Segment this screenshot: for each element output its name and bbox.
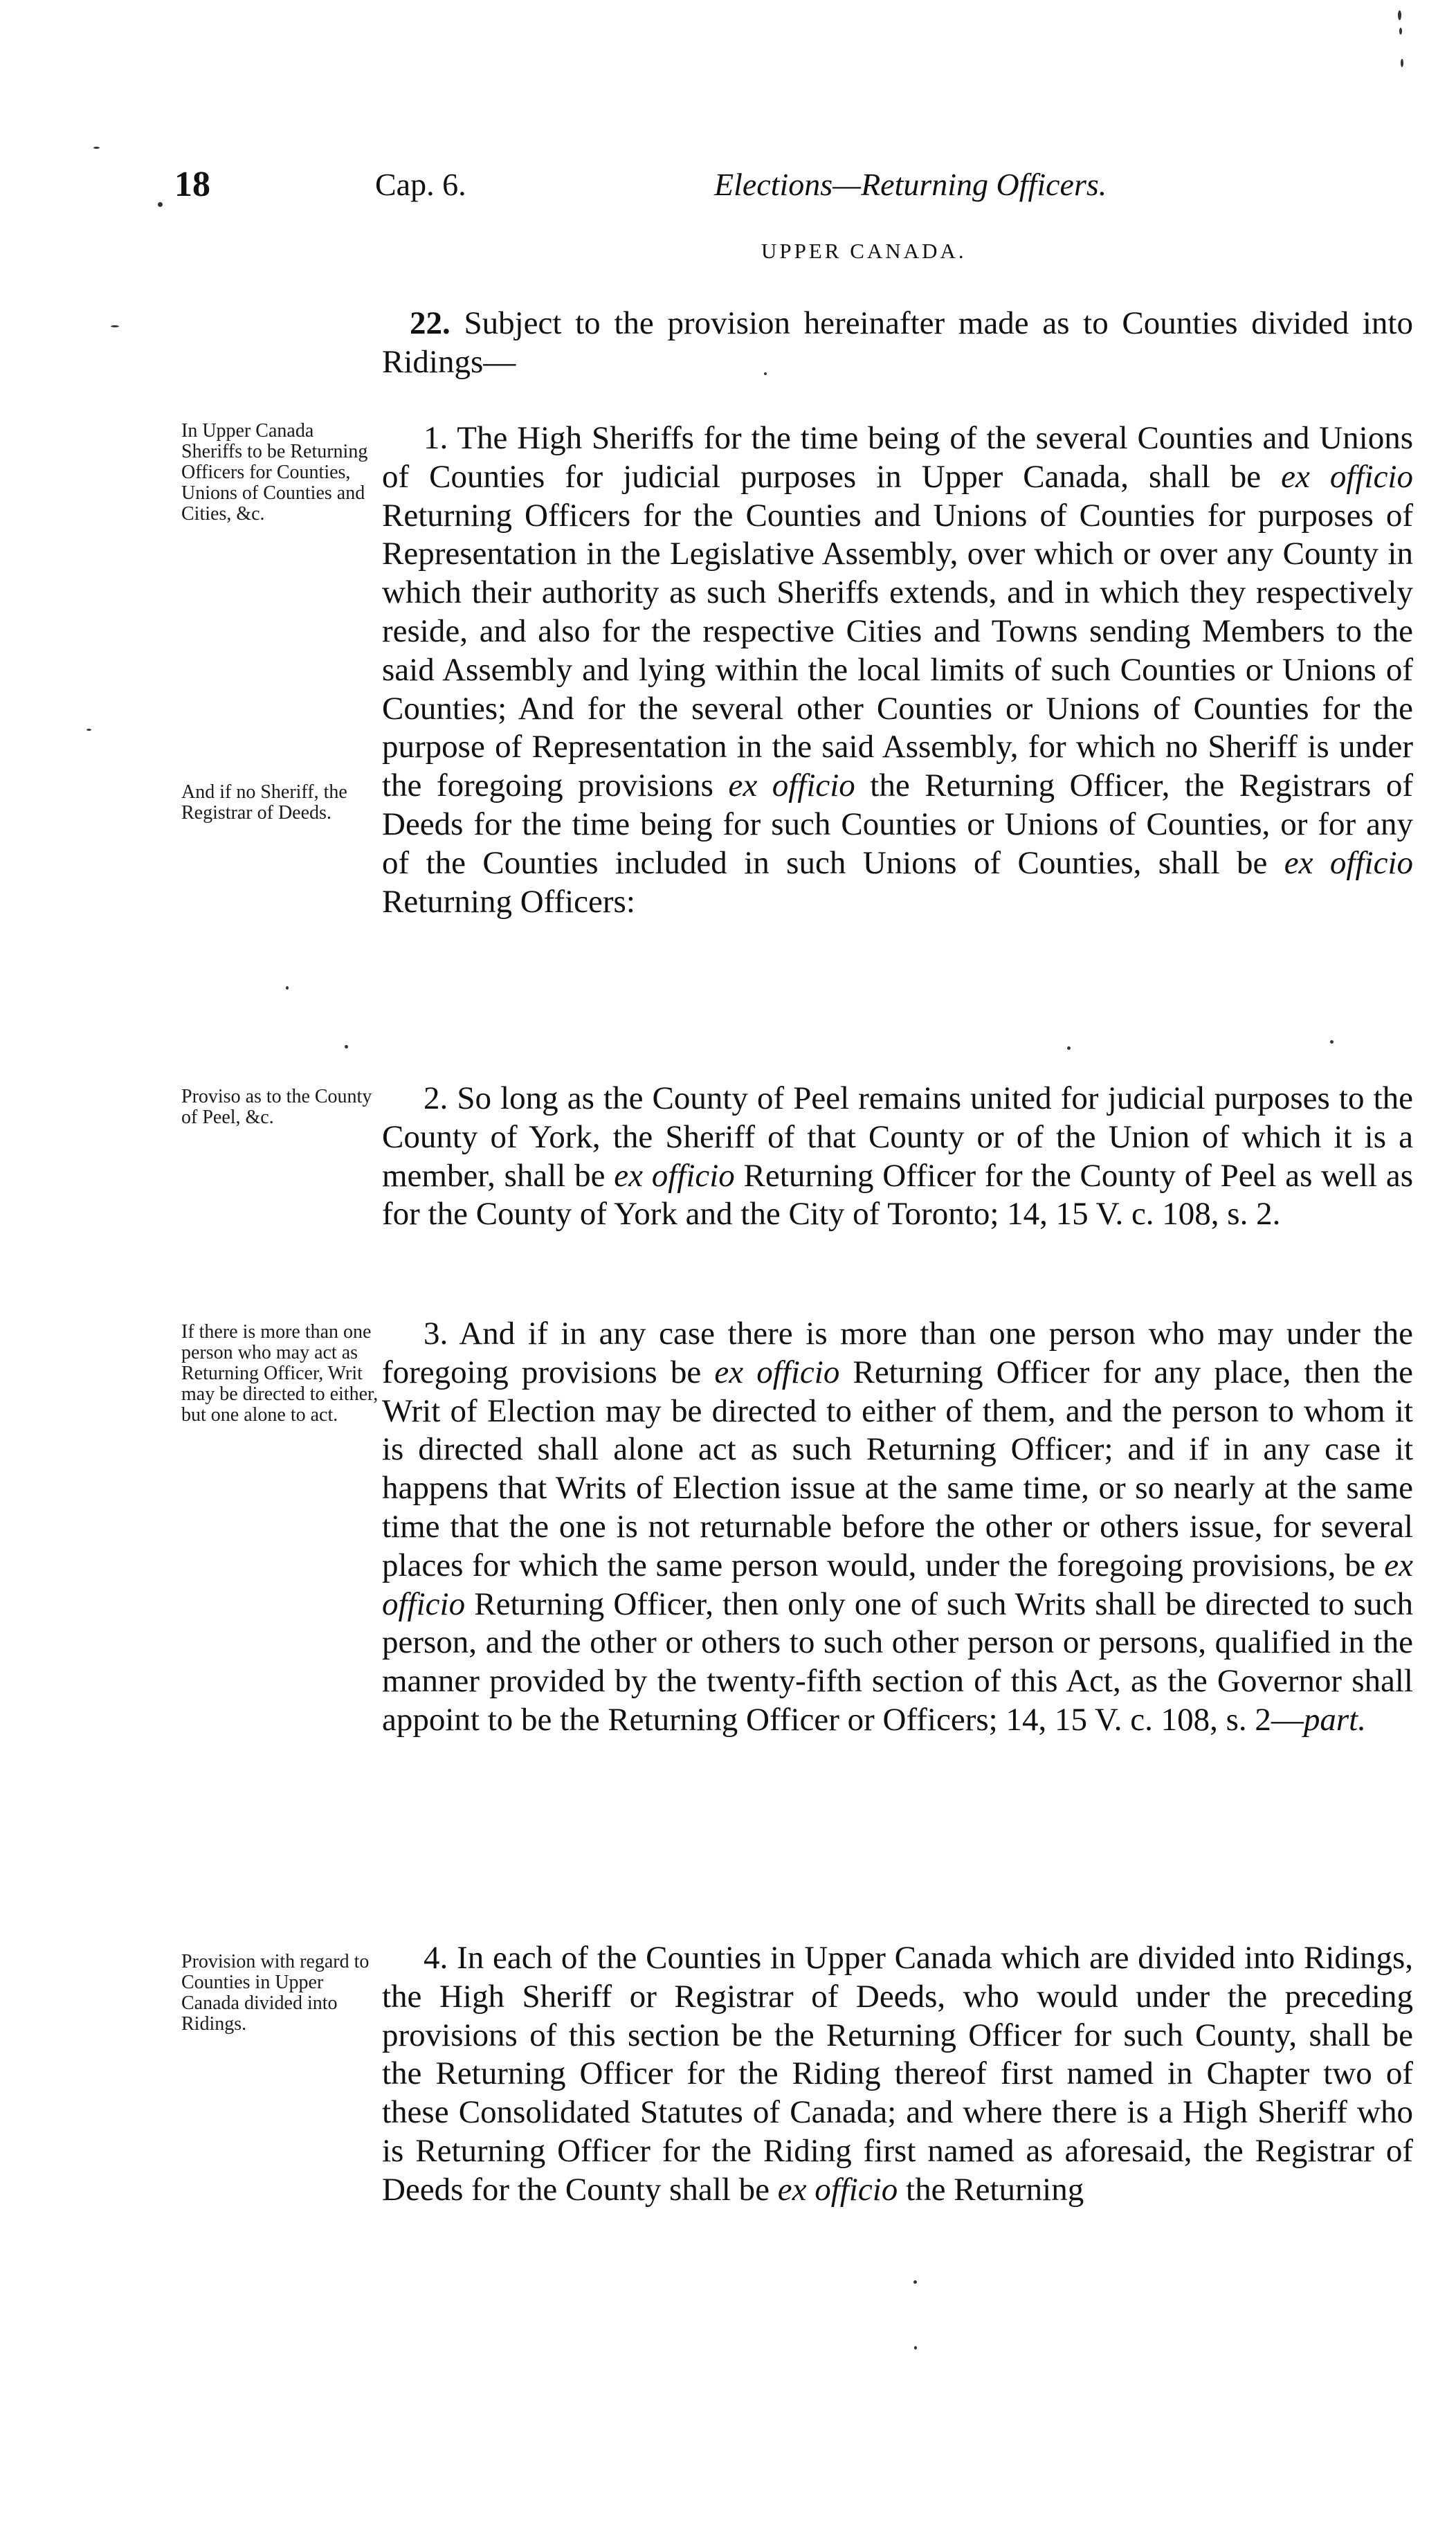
paragraph-2-text-b: Returning Officer for the County of Peel as well as for the County of York and the City of Toronto; 14, 15 V. c. 108, s. 2. <box>382 1157 1413 1233</box>
running-head <box>174 161 1171 209</box>
paragraph-3-text-b: Returning Officer for any place, then the Writ of Election may be directed to either of them, and the person to whom it is directed shall alone act as such Returning Officer; and if in any case it happens that Writs of Election issue at the same time, or so nearly at the same time that the one is not returnable before the other or others issue, for several places for which the same person would, under the foregoing provisions, be <box>382 1354 1413 1583</box>
paragraph-number: 4. <box>424 1940 448 1976</box>
paragraph-4 <box>382 1939 1413 2210</box>
paragraph-2-italic-a: ex officio <box>614 1157 735 1194</box>
paragraph-1b-italic-a: ex officio <box>728 767 855 804</box>
page-number: 18 <box>174 165 210 204</box>
paragraph-3-italic-a: ex officio <box>714 1354 840 1390</box>
paragraph-1b-italic-b: ex officio <box>1284 844 1413 881</box>
paragraph-3-text-c: Returning Officer, then only one of such Writs shall be directed to such person, and the other or others to such other person or persons, qualified in the manner provided by the twenty-fifth section of this Act, as the Governor shall appoint to be the Returning Officer or Officers; 14, 15 V. c. 108, s. 2— <box>382 1586 1413 1738</box>
scan-speck <box>764 372 767 375</box>
scan-speck <box>1399 28 1402 35</box>
section-22-text: Subject to the provision hereinafter made as to Counties divided into Ridings— <box>382 305 1413 380</box>
paragraph-number: 3. <box>424 1316 448 1352</box>
paragraph-1-italic-a: ex officio <box>1281 458 1413 495</box>
paragraph-3-italic-c: part. <box>1303 1701 1366 1738</box>
scan-speck <box>345 1045 348 1048</box>
margin-note-peel: Proviso as to the County of Peel, &c. <box>181 1086 372 1128</box>
scan-speck <box>914 2346 917 2350</box>
scan-speck <box>1330 1040 1334 1044</box>
scan-speck <box>913 2280 917 2284</box>
region-heading: UPPER CANADA. <box>761 239 967 263</box>
scan-speck <box>1067 1046 1071 1050</box>
paragraph-3 <box>382 1315 1413 1740</box>
section-number: 22. <box>410 305 451 341</box>
section-22-intro <box>382 305 1413 382</box>
paragraph-4-italic-a: ex officio <box>777 2171 898 2208</box>
scan-speck <box>111 325 119 327</box>
paragraph-1b-text-a: And for the several other Counties or Unions of Counties for the purpose of Representation in the said Assembly, for which no Sheriff is under the foregoing provisions <box>382 690 1413 804</box>
chapter-label: Cap. 6. <box>375 167 466 202</box>
scan-speck <box>87 729 91 731</box>
paragraph-2-text-a: So long as the County of Peel remains united for judicial purposes to the County of York, the Sheriff of that County or of the Union of which it is a member, shall be <box>382 1080 1413 1194</box>
paragraph-1 <box>382 419 1413 921</box>
margin-note-registrar: And if no Sheriff, the Registrar of Deeds. <box>181 781 347 824</box>
paragraph-4-text-a: In each of the Counties in Upper Canada which are divided into Ridings, the High Sheriff or Registrar of Deeds, who would under the preceding provisions of this section be the Returning Officer for such County, shall be the Returning Officer for the Riding thereof first named in Chapter two of these Consolidated Statutes of Canada; and where there is a High Sheriff who is Returning Officer for the Riding first named as aforesaid, the Registrar of Deeds for the County shall be <box>382 1940 1413 2208</box>
scan-speck <box>93 147 100 149</box>
paragraph-3-italic-b: ex officio <box>382 1547 1414 1622</box>
paragraph-1b-text-b: the Returning Officer, the Registrars of Deeds for the time being for such Counties or Unions of Counties, or for any of the Counties included in such Unions of Counties, shall be <box>382 767 1413 881</box>
margin-note-ridings: Provision with regard to Counties in Upper Canada divided into Ridings. <box>181 1951 370 2035</box>
scan-speck <box>1401 59 1403 67</box>
paragraph-4-text-b: the Returning <box>906 2171 1084 2208</box>
paragraph-number: 1. <box>424 420 448 456</box>
paragraph-2 <box>382 1080 1413 1234</box>
scan-speck <box>1398 10 1401 20</box>
paragraph-1b-text-c: Returning Officers: <box>382 883 635 920</box>
running-title: Elections—Returning Officers. <box>714 167 1107 202</box>
paragraph-number: 2. <box>424 1080 448 1116</box>
paragraph-1-text-b: Returning Officers for the Counties and Unions of Counties for purposes of Representation in the Legislative Assembly, over which or over any County in which their authority as such Sheriffs extends, and in which they respectively reside, and also for the respective Cities and Towns sending Members to the said Assembly and lying within the local limits of such Counties or Unions of Counties; <box>382 497 1413 727</box>
margin-note-more-than-one: If there is more than one person who may act as Returning Officer, Writ may be directed to either, but one alone to act. <box>181 1321 379 1426</box>
scan-speck <box>286 986 289 990</box>
margin-note-sheriffs: In Upper Canada Sheriffs to be Returning Officers for Counties, Unions of Counties and Cities, &c. <box>181 420 368 525</box>
scan-speck <box>158 202 163 207</box>
paragraph-1-text-a: The High Sheriffs for the time being of the several Counties and Unions of Counties for judicial purposes in Upper Canada, shall be <box>382 420 1413 495</box>
paragraph-3-text-a: And if in any case there is more than one person who may under the foregoing provisions be <box>382 1316 1413 1390</box>
